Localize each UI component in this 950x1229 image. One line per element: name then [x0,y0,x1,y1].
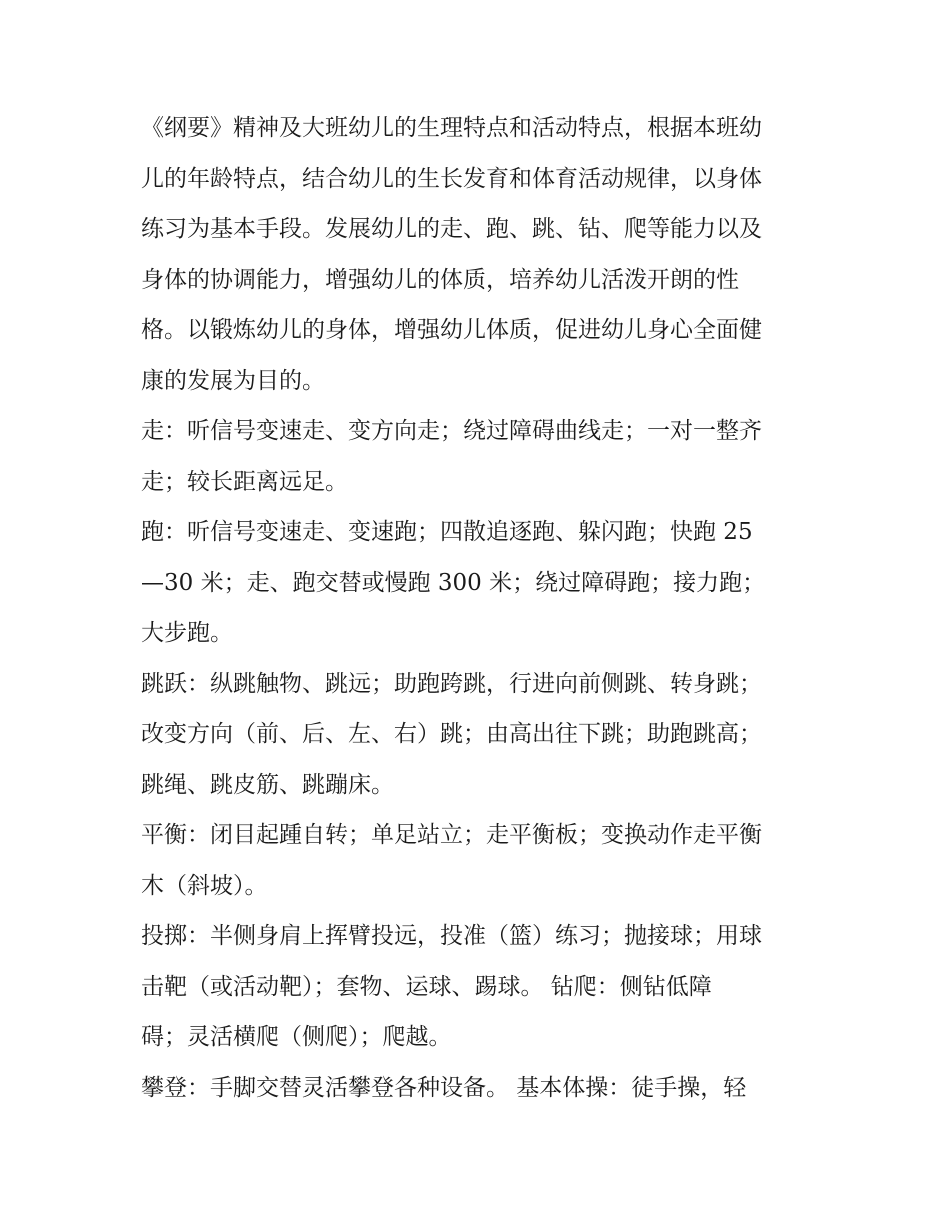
text-line: 改变方向（前、后、左、右）跳；由高出往下跳；助跑跳高； [141,721,762,747]
text-line: 攀登：手脚交替灵活攀登各种设备。 基本体操：徒手操，轻 [141,1074,747,1101]
text-line: 跳跃：纵跳触物、跳远；助跑跨跳，行进向前侧跳、转身跳； [141,670,762,697]
paragraph-throw [141,911,816,1063]
document-body [141,103,816,1113]
text-line: 身体的协调能力，增强幼儿的体质，培养幼儿活泼开朗的性 [141,266,739,293]
text-line: 投掷：半侧身肩上挥臂投远，投准（篮）练习；抛接球；用球 [141,923,762,949]
text-line: 康的发展为目的。 [141,367,325,394]
paragraph-balance [141,810,816,911]
paragraph-climb [141,1063,816,1114]
text-line: 《纲要》精神及大班幼儿的生理特点和活动特点，根据本班幼 [141,115,762,141]
paragraph-jump [141,659,816,811]
text-line: 木（斜坡）。 [141,872,268,899]
text-line: 格。以锻炼幼儿的身体，增强幼儿体质，促进幼儿身心全面健 [141,317,762,343]
text-line: —30 米；走、跑交替或慢跑 300 米；绕过障碍跑；接力跑； [141,569,766,596]
text-line: 走：听信号变速走、变方向走；绕过障碍曲线走；一对一整齐 [141,418,762,444]
text-line: 碍；灵活横爬（侧爬）；爬越。 [141,1024,452,1050]
text-line: 大步跑。 [141,620,233,646]
paragraph-walk [141,406,816,507]
paragraph-run [141,507,816,659]
text-line: 跑：听信号变速走、变速跑；四散追逐跑、躲闪跑；快跑 25 [141,519,753,545]
text-line: 击靶（或活动靶）；套物、运球、踢球。 钻爬：侧钻低障 [141,973,712,1000]
paragraph-intro [141,103,816,406]
text-line: 儿的年龄特点，结合幼儿的生长发育和体育活动规律，以身体 [141,165,762,192]
text-line: 练习为基本手段。发展幼儿的走、跑、跳、钻、爬等能力以及 [141,216,762,242]
text-line: 走；较长距离远足。 [141,468,348,495]
text-line: 跳绳、跳皮筋、跳蹦床。 [141,771,394,798]
text-line: 平衡：闭目起踵自转；单足站立；走平衡板；变换动作走平衡 [141,822,762,848]
